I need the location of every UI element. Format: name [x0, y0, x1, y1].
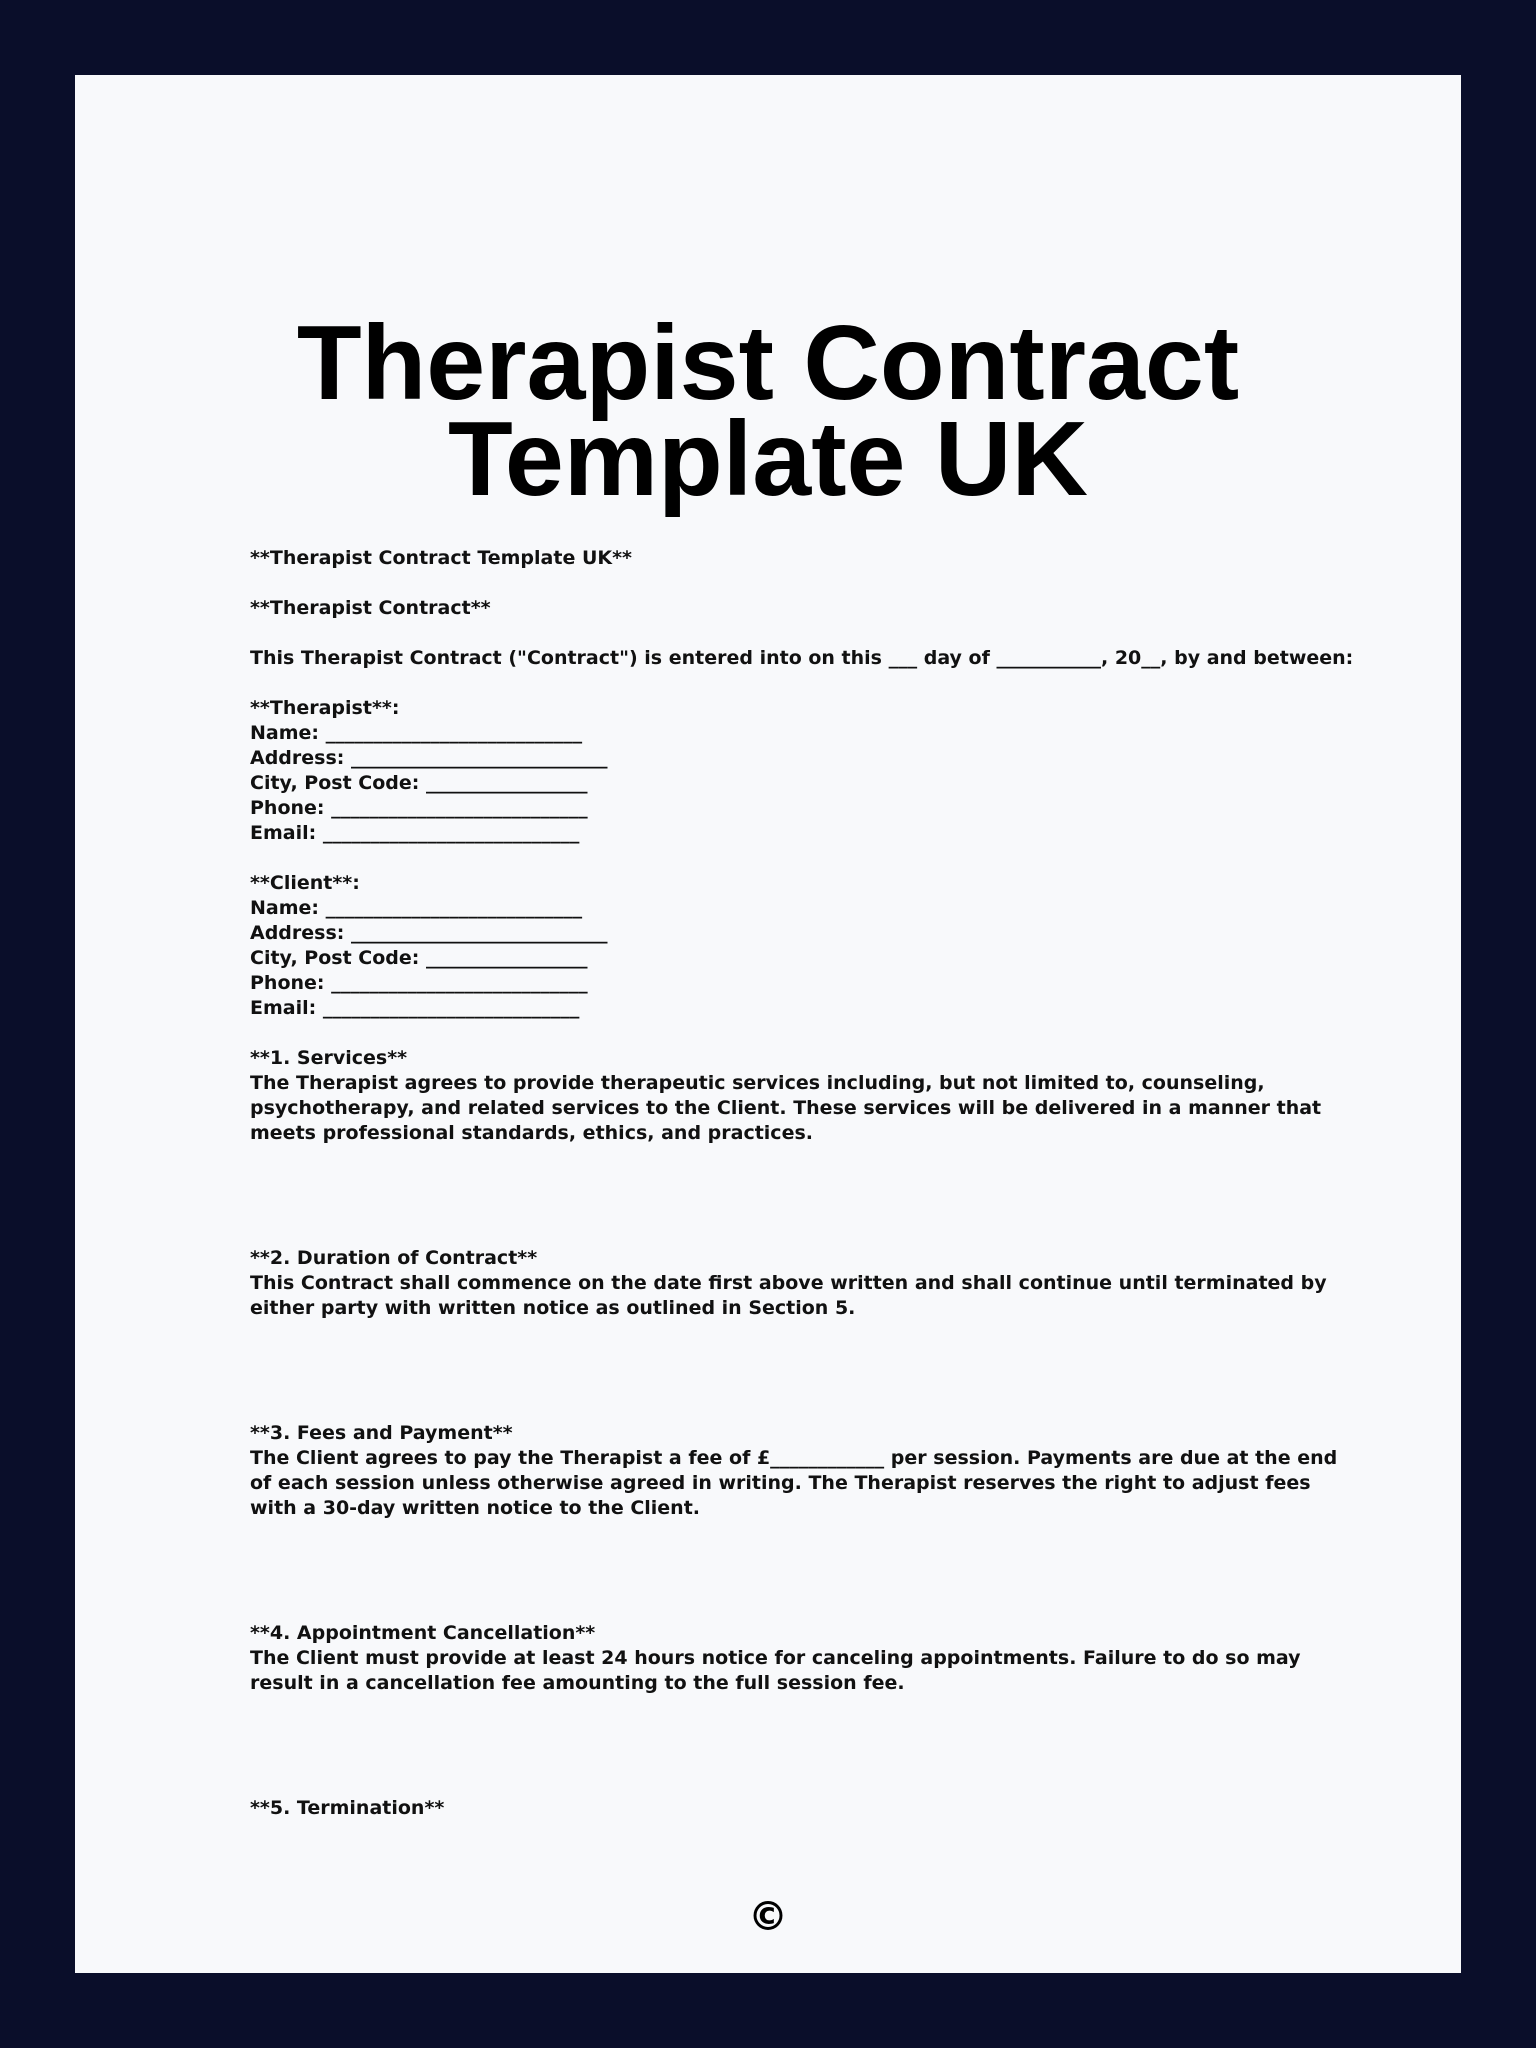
client-name-field: Name: ___________________________ [250, 897, 583, 919]
document-page [75, 75, 1461, 1973]
client-email-field: Email: ___________________________ [250, 997, 580, 1019]
section-heading: **1. Services** [250, 1047, 408, 1069]
section-body: The Therapist agrees to provide therapeutic services including, but not limited to, counseling, psychotherapy, and related services to the Client. These services will be delivered in a manner that meets professional standards, ethics, and practices. [250, 1072, 1322, 1144]
document-body [250, 546, 1360, 1821]
section-fees [250, 1421, 1360, 1521]
therapist-address-field: Address: ___________________________ [250, 747, 608, 769]
client-heading: **Client**: [250, 872, 360, 894]
intro-paragraph: This Therapist Contract ("Contract") is entered into on this ___ day of ___________, 20__, by and between: [250, 647, 1354, 669]
section-body: This Contract shall commence on the date first above written and shall continue until terminated by either party with written notice as outlined in Section 5. [250, 1272, 1327, 1319]
section-cancellation [250, 1621, 1360, 1696]
therapist-name-field: Name: ___________________________ [250, 722, 583, 744]
therapist-details [250, 696, 1360, 846]
section-termination [250, 1796, 1360, 1821]
section-body: The Client must provide at least 24 hours notice for canceling appointments. Failure to do so may result in a cancellation fee amounting to the full session fee. [250, 1647, 1301, 1694]
document-title: Therapist Contract Template UK [296, 304, 1240, 518]
section-body: The Client agrees to pay the Therapist a fee of £____________ per session. Payments are due at the end of each session unless otherwise agreed in writing. The Therapist reserves the right to adjust fees with a 30-day written notice to the Client. [250, 1447, 1338, 1519]
contract-heading: **Therapist Contract** [250, 597, 491, 619]
client-phone-field: Phone: ___________________________ [250, 972, 588, 994]
section-heading: **5. Termination** [250, 1797, 445, 1819]
template-heading: **Therapist Contract Template UK** [250, 547, 632, 569]
section-services [250, 1046, 1360, 1146]
section-duration [250, 1246, 1360, 1321]
section-heading: **3. Fees and Payment** [250, 1422, 513, 1444]
therapist-phone-field: Phone: ___________________________ [250, 797, 588, 819]
section-heading: **2. Duration of Contract** [250, 1247, 538, 1269]
copyright-icon: © [748, 1894, 788, 1940]
therapist-email-field: Email: ___________________________ [250, 822, 580, 844]
therapist-city-field: City, Post Code: _________________ [250, 772, 588, 794]
client-city-field: City, Post Code: _________________ [250, 947, 588, 969]
section-heading: **4. Appointment Cancellation** [250, 1622, 596, 1644]
client-address-field: Address: ___________________________ [250, 922, 608, 944]
therapist-heading: **Therapist**: [250, 697, 400, 719]
client-details [250, 871, 1360, 1021]
